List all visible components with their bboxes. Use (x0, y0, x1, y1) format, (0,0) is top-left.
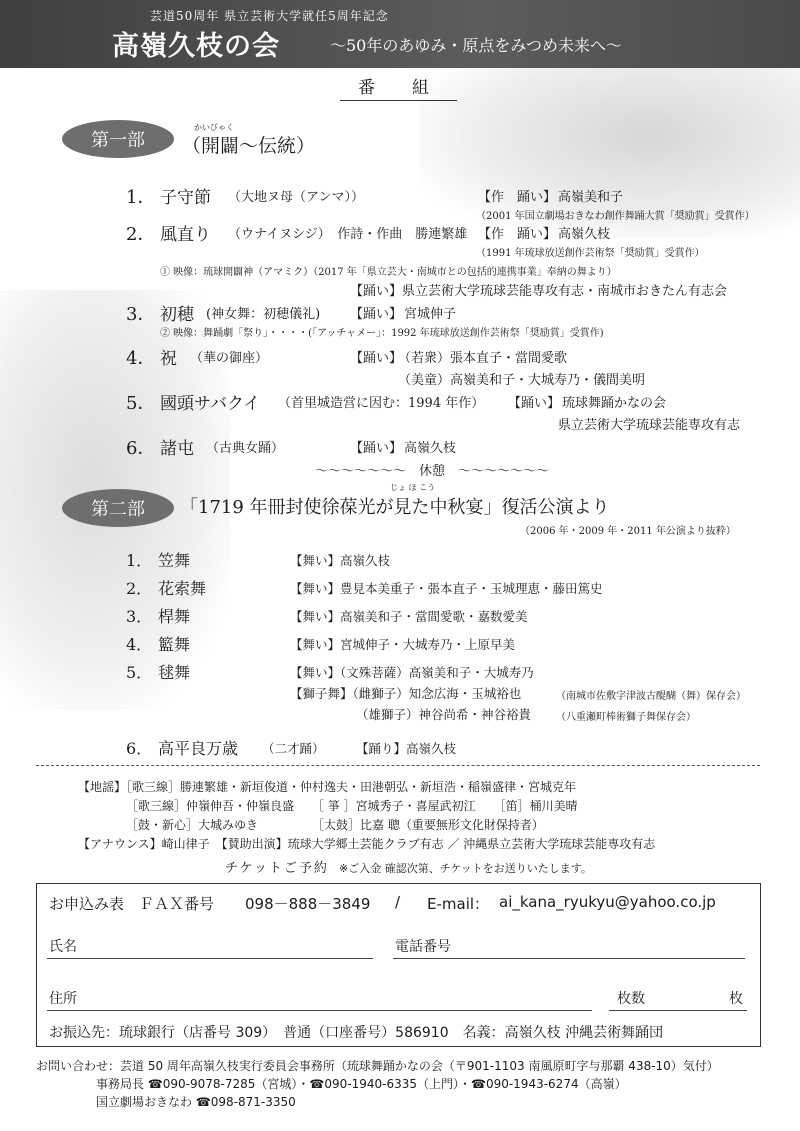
p1-item1-role: 【作 踊い】 (478, 190, 557, 205)
p2-item4-num: 4． (126, 635, 153, 654)
email-address: ai_kana_ryukyu@yahoo.co.jp (499, 893, 716, 911)
p2-item3-title: 桿舞 (158, 607, 191, 626)
intermission: ～～～～～～～ 休憩 ～～～～～～～ (315, 464, 550, 479)
p2-item3-num: 3． (126, 607, 153, 626)
p1-item4-performer: （若衆）張本直子・當間愛歌 (398, 351, 568, 366)
count-unit: 枚 (729, 991, 743, 1007)
p1-item1-sub: （大地ヌ母（アンマ）） (228, 190, 364, 205)
musicians-line2: ［歌三線］仲嶺伸吾・仲嶺良盛 ［ 箏 ］宮城秀子・喜屋武初江 ［笛］桶川美晴 (126, 799, 578, 813)
p2-lion1-note: （南城市佐敷字津波古醍醐（舞）保存会） (556, 691, 746, 702)
p1-item4-sub: （華の御座） (190, 351, 269, 366)
p1-item2-title: 風直り (160, 225, 211, 245)
p1-item2-performer: 高嶺久枝 (558, 227, 611, 242)
p1-item5-performer: 琉球舞踊かなの会 (562, 396, 667, 411)
phone-field[interactable] (393, 958, 745, 959)
contact-line1: お問い合わせ：芸道 50 周年高嶺久枝実行委員会事務所（琉球舞踊かなの会（〒901-1103 南風原町字与那覇 438-10）気付） (36, 1059, 719, 1073)
p1-item2-note: （1991 年琉球放送創作芸術祭「奨励賞」受賞作） (476, 248, 705, 259)
p2-lion2-note: （八重瀬町棒術獅子舞保存会） (556, 712, 696, 723)
p1-item3-title: 初穂 (160, 305, 194, 325)
p1-item3-sub: (神女舞：初穂儀礼) (206, 307, 321, 322)
musicians-line1: 【地謡】［歌三線］勝連繁雄・新垣俊道・仲村逸夫・田港朝弘・新垣浩・稲嶺盛律・宮城克年 (78, 780, 577, 794)
p1-item2-role: 【作 踊い】 (478, 227, 557, 242)
p2-item5-title: 毬舞 (158, 663, 191, 682)
contact-line3: 国立劇場おきなわ ☎098-871-3350 (96, 1095, 296, 1109)
p2-item6-cast: 【踊り】高嶺久枝 (356, 741, 457, 756)
part2-ruby: じょ ほ こう (390, 483, 436, 492)
ticket-heading (225, 857, 592, 876)
header-banner (0, 0, 800, 68)
form-separator: / (395, 893, 401, 911)
p1-video2: ② 映像：舞踊劇「祭り」・・・・(「アッチャメー」：1992 年琉球放送創作芸術祭「奨励賞」受賞作) (160, 328, 604, 339)
p1-item3-num: 3． (126, 304, 156, 325)
p1-video1-cast: 【踊い】県立芸術大学琉球芸能専攻有志・南城市おきたん有志会 (350, 284, 728, 299)
p1-item1-performer: 高嶺美和子 (558, 190, 624, 205)
p2-item6-sub: （二才踊） (262, 741, 325, 756)
part1-badge: 第一部 (62, 120, 174, 158)
p2-lion2: （雄獅子）神谷尚希・神谷裕貴 (356, 707, 532, 722)
p2-item6-num: 6． (126, 739, 153, 758)
p1-item4-title: 祝 (160, 349, 177, 369)
contact-line2: 事務局長 ☎090-9078-7285（宮城）・☎090-1940-6335（上門）・☎090-1943-6274（高嶺） (96, 1077, 627, 1091)
bank-info: お振込先：琉球銀行（店番号 309） 普通（口座番号）586910 名義：高嶺久枝 沖縄芸術舞踊団 (49, 1025, 664, 1041)
address-label: 住所 (49, 991, 77, 1007)
p2-item5-num: 5． (126, 663, 153, 682)
part2-title: 「1719 年冊封使徐葆光が見た中秋宴」復活公演より (180, 497, 610, 518)
fax-label: お申込み表 ＦＡＸ番号 (49, 895, 215, 913)
ticket-title: チケットご予約 (225, 861, 329, 876)
name-field[interactable] (47, 958, 373, 959)
count-field[interactable] (609, 1010, 747, 1011)
p2-item1-num: 1． (126, 551, 153, 570)
header-subtitle: 芸道50周年 県立芸術大学就任5周年記念 (150, 9, 389, 23)
name-label: 氏名 (49, 939, 77, 955)
p1-item4-num: 4． (126, 348, 156, 369)
part2-subnote: （2006 年・2009 年・2011 年公演より抜粋） (520, 526, 736, 537)
p2-item3-cast: 【舞い】高嶺美和子・當間愛歌・嘉数愛美 (290, 609, 528, 624)
p1-item1-note: （2001 年国立劇場おきなわ創作舞踊大賞「奨励賞」受賞作） (476, 211, 755, 222)
p2-item6-title: 高平良万歳 (158, 739, 239, 758)
p2-item4-cast: 【舞い】宮城伸子・大城寿乃・上原早美 (290, 637, 516, 652)
p1-item4-role: 【踊い】 (350, 351, 403, 366)
part2-badge: 第二部 (62, 489, 174, 527)
p1-item6-sub: （古典女踊） (206, 441, 285, 456)
p1-item4-performer2: （美童）高嶺美和子・大城寿乃・儀間美明 (398, 373, 646, 388)
p1-item6-performer: 高嶺久枝 (404, 441, 457, 456)
p1-item6-title: 諸屯 (160, 439, 194, 459)
p2-item2-title: 花索舞 (158, 579, 207, 598)
divider (36, 765, 760, 766)
p2-lion1: 【獅子舞】（雌獅子）知念広海・玉城裕也 (290, 686, 522, 701)
p1-item5-title: 國頭サバクイ (160, 394, 261, 414)
p2-item4-title: 籃舞 (158, 635, 191, 654)
p1-item3-performer: 宮城伸子 (404, 307, 457, 322)
p1-item5-num: 5． (126, 393, 156, 414)
p1-video1: ① 映像：琉球開闢神（アマミク）（2017 年「県立芸大・南城市との包括的連携事業」奉納の舞より） (160, 267, 617, 278)
p2-item5-cast: 【舞い】（文殊菩薩）高嶺美和子・大城寿乃 (290, 665, 534, 680)
p1-item5-role: 【踊い】 (508, 396, 561, 411)
address-field[interactable] (47, 1010, 592, 1011)
p1-item2-sub: （ウナイヌシジ） 作詩・作曲 勝連繁雄 (228, 227, 468, 242)
p2-item1-title: 笠舞 (158, 551, 191, 570)
musicians-line4: 【アナウンス】崎山律子 【賛助出演】琉球大学郷土芸能クラブ有志 ／ 沖縄県立芸術大学琉球芸能専攻有志 (78, 837, 656, 851)
musicians-line3: ［鼓・新心］大城みゆき ［太鼓］比嘉 聰（重要無形文化財保持者） (126, 818, 544, 832)
p1-item5-sub: （首里城造営に因む：1994 年作） (278, 396, 485, 411)
email-label: E-mail： (427, 895, 490, 913)
header-title: 高嶺久枝の会 (112, 31, 280, 62)
fax-number: 098－888－3849 (245, 895, 371, 913)
header-tagline: ～50年のあゆみ・原点をみつめ未来へ～ (330, 36, 623, 55)
phone-label: 電話番号 (395, 939, 451, 955)
program-heading: 番 組 (340, 73, 457, 101)
p1-item1-title: 子守節 (160, 188, 211, 208)
p1-item1-num: 1． (126, 187, 156, 208)
part1-ruby: かいびゃく (194, 123, 234, 132)
p2-item2-cast: 【舞い】豊見本美重子・張本直子・玉城理恵・藤田篤史 (290, 581, 603, 596)
count-label: 枚数 (617, 991, 645, 1007)
p1-item6-role: 【踊い】 (350, 441, 403, 456)
p1-item2-num: 2． (126, 224, 156, 245)
p2-item2-num: 2． (126, 579, 153, 598)
part1-title: （開闢～伝統） (182, 135, 316, 157)
ticket-note: ※ご入金 確認次第、チケットをお送りいたします。 (338, 862, 592, 875)
p1-item6-num: 6． (126, 438, 156, 459)
p1-item5-performer2: 県立芸術大学琉球芸能専攻有志 (558, 418, 741, 433)
p2-item1-cast: 【舞い】高嶺久枝 (290, 553, 391, 568)
order-form (36, 883, 761, 1047)
p1-item3-role: 【踊い】 (350, 307, 403, 322)
